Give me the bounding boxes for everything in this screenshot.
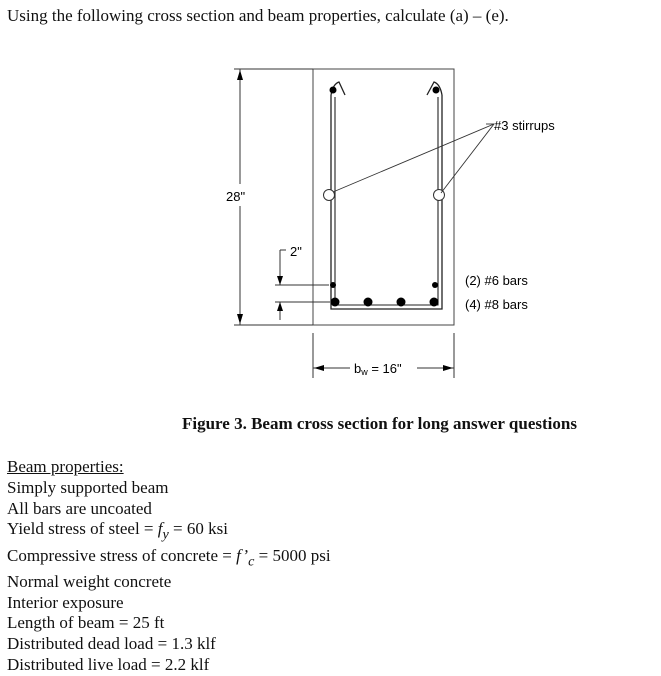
beam-length: Length of beam = 25 ft	[7, 613, 165, 633]
dead-load: Distributed dead load = 1.3 klf	[7, 634, 216, 654]
top-corner-bar-left	[330, 87, 337, 94]
beam-properties	[7, 457, 331, 676]
top-corner-bar-right	[433, 87, 440, 94]
concrete-compressive-stress: Compressive stress of concrete = $f’_c = 5000$ psi	[7, 545, 331, 569]
side-bar-left	[324, 190, 335, 201]
stirrup-outer	[331, 95, 442, 309]
cover-arrow-top	[277, 276, 283, 285]
steel-yield-stress: Yield stress of steel = $f_y = 60$ ksi	[7, 519, 228, 543]
top-bars-label: (2) #6 bars	[465, 273, 528, 288]
live-load: Distributed live load = 2.2 klf	[7, 654, 210, 674]
width-arrow-right	[443, 365, 453, 371]
figure-caption: Figure 3. Beam cross section for long answer questions	[182, 414, 577, 433]
no8-bar-4	[430, 298, 439, 307]
intro-text: Using the following cross section and beam properties, calculate (a) – (e).	[7, 6, 509, 25]
width-label: bw = 16"	[354, 361, 402, 377]
stirrup-inner	[335, 97, 438, 305]
cover-arrow-bottom	[277, 302, 283, 311]
no6-bar-right	[432, 282, 438, 288]
no8-bar-1	[331, 298, 340, 307]
exposure-condition: Interior exposure	[7, 592, 124, 612]
stirrups-label: #3 stirrups	[494, 118, 555, 133]
bottom-bars-label: (4) #8 bars	[465, 297, 528, 312]
concrete-type: Normal weight concrete	[7, 571, 172, 591]
stirrups-leader	[333, 124, 494, 193]
no8-bar-2	[364, 298, 373, 307]
support-condition: Simply supported beam	[7, 477, 169, 497]
bar-coating: All bars are uncoated	[7, 498, 152, 518]
height-dimension	[234, 69, 313, 325]
height-label: 28"	[226, 189, 246, 204]
cover-label: 2"	[290, 244, 302, 259]
cover-dimension	[275, 250, 330, 320]
no8-bar-3	[397, 298, 406, 307]
width-arrow-left	[314, 365, 324, 371]
no6-bar-left	[330, 282, 336, 288]
properties-heading: Beam properties:	[7, 457, 124, 476]
height-arrow-bottom	[237, 314, 243, 324]
height-arrow-top	[237, 70, 243, 80]
